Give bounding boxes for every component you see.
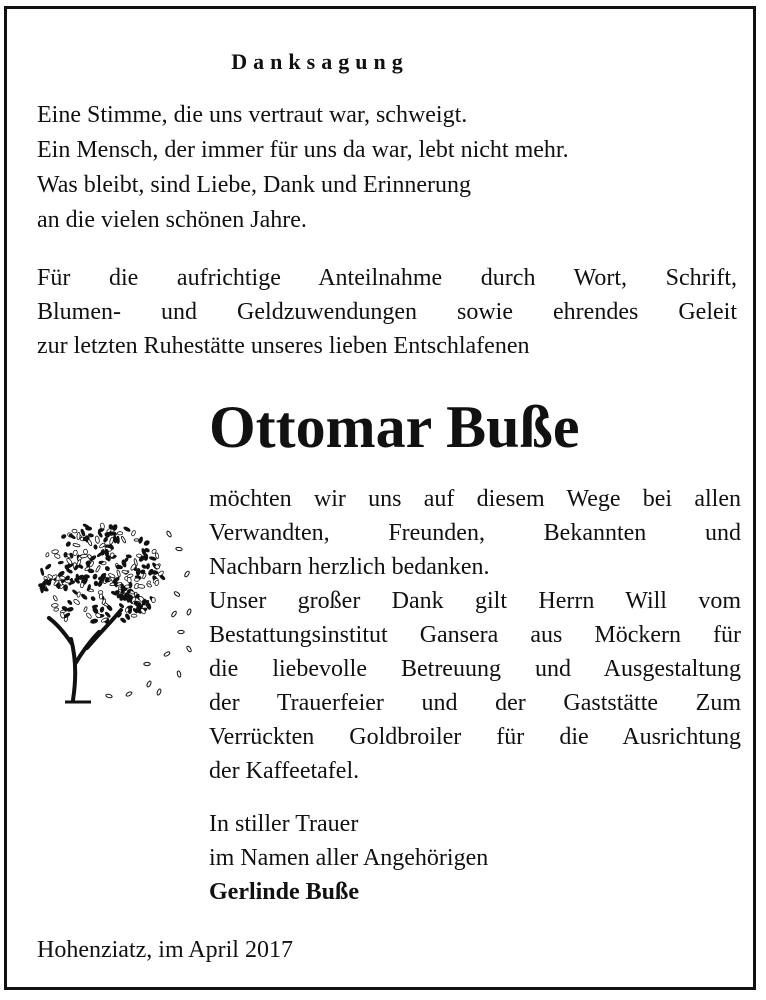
- deceased-name: Ottomar Buße: [209, 394, 580, 460]
- thanks-paragraph: [37, 261, 737, 363]
- signoff-line: im Namen aller Angehörigen: [209, 845, 489, 871]
- poem-line: Eine Stimme, die uns vertraut war, schweigt.: [37, 102, 468, 128]
- body-paragraph: [209, 482, 741, 788]
- thanks-line: Blumen- und Geldzuwendungen sowie ehrendes Geleit: [37, 299, 737, 325]
- signoff: [209, 807, 488, 909]
- poem: [37, 98, 569, 238]
- body-line: der Kaffeetafel.: [209, 758, 360, 784]
- notice-frame: [4, 6, 756, 990]
- poem-line: Ein Mensch, der immer für uns da war, lebt nicht mehr.: [37, 137, 569, 163]
- body-line: der Trauerfeier und der Gaststätte Zum: [209, 690, 741, 716]
- body-line: Unser großer Dank gilt Herrn Will vom: [209, 588, 741, 614]
- body-line: möchten wir uns auf diesem Wege bei allen: [209, 486, 741, 512]
- body-line: Nachbarn herzlich bedanken.: [209, 554, 490, 580]
- thanks-line: zur letzten Ruhestätte unseres lieben Entschlafenen: [37, 333, 530, 359]
- body-line: Verwandten, Freunden, Bekannten und: [209, 520, 741, 546]
- signoff-line: In stiller Trauer: [209, 811, 359, 837]
- signer-name: Gerlinde Buße: [209, 879, 360, 905]
- poem-line: Was bleibt, sind Liebe, Dank und Erinnerung: [37, 172, 471, 198]
- windblown-tree-icon: [29, 514, 199, 706]
- body-line: Verrückten Goldbroiler für die Ausrichtung: [209, 724, 741, 750]
- body-line: Bestattungsinstitut Gansera aus Möckern für: [209, 622, 741, 648]
- place-date: Hohenziatz, im April 2017: [37, 937, 293, 963]
- notice-title: Danksagung: [231, 49, 409, 74]
- poem-line: an die vielen schönen Jahre.: [37, 207, 307, 233]
- body-line: die liebevolle Betreuung und Ausgestaltung: [209, 656, 741, 682]
- thanks-line: Für die aufrichtige Anteilnahme durch Wort, Schrift,: [37, 265, 737, 291]
